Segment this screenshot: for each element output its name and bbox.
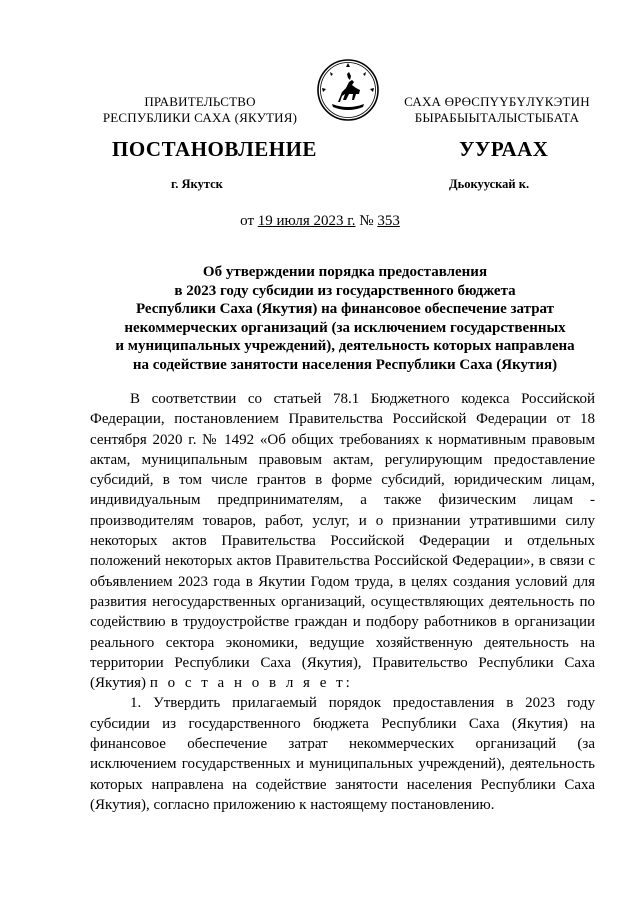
subject-line: Об утверждении порядка предоставления <box>202 264 488 280</box>
document-dateline <box>0 213 640 230</box>
body-paragraph: 1. Утвердить прилагаемый порядок предоставления в 2023 году субсидии из государственного бюджета Республики Саха (Якутия) на финансовое обеспечение затрат некоммерческих организаций (за исключением государственных и муниципальных учреждений), деятельность которых направлена на содействие занятости населения Республики Саха (Якутия), согласно приложению к настоящему постановлению. <box>90 695 595 813</box>
document-body <box>90 389 595 815</box>
subject-line: и муниципальных учреждений), деятельность которых направлена <box>115 338 575 355</box>
subject-line: Республики Саха (Якутия) на финансовое обеспечение затрат <box>135 301 555 318</box>
city-sah: Дьокуускай к. <box>449 177 530 191</box>
government-name-ru-line1: ПРАВИТЕЛЬСТВО <box>144 94 256 109</box>
city-ru: г. Якутск <box>171 177 223 191</box>
doc-type-sah: УУРААХ <box>459 137 549 161</box>
subject-line: некоммерческих организаций (за исключением государственных <box>124 319 566 336</box>
document-number: 353 <box>377 213 400 229</box>
document-date: 19 июля 2023 г. <box>257 213 356 229</box>
document-subject <box>90 263 600 375</box>
header-left <box>95 94 305 126</box>
body-paragraph <box>90 389 595 693</box>
coat-of-arms-sakha-icon <box>316 58 380 122</box>
subject-line: в 2023 году субсидии из государственного бюджета <box>174 282 516 299</box>
government-name-sah-line2: БЫРАБЫЫТАЛЫСТЫБАТА <box>414 110 580 125</box>
resolves-word: п о с т а н о в л я е т: <box>149 675 353 692</box>
preamble-text: В соответствии со статьей 78.1 Бюджетного кодекса Российской Федерации, постановлением Правительства Российской Федерации от 18 сентября 2020 г. № 1492 «Об общих требованиях к нормативным правовым актам, муниципальным правовым актам, регулирующим предоставление субсидий, в том числе грантов в форме субсидий, юридическим лицам, индивидуальным предпринимателям, а также физическим лицам - производителям товаров, работ, услуг, и о признании утратившими силу некоторых актов Правительства Российской Федерации и отдельных положений некоторых актов Правительства Российской Федерации», в связи с объявлением 2023 года в Якутии Годом труда, в целях создания условий для развития негосударственных организаций, осуществляющих деятельность по содействию в трудоустройстве граждан и подбору работников в организации реального сектора экономики, ведущие хозяйственную деятельность на территории Республики Саха (Якутия), Правительство Республики Саха (Якутия) <box>90 391 595 692</box>
number-prefix: № <box>359 213 374 229</box>
government-name-ru-line2: РЕСПУБЛИКИ САХА (ЯКУТИЯ) <box>102 110 298 125</box>
header-right <box>392 94 602 126</box>
doc-type-ru: ПОСТАНОВЛЕНИЕ <box>112 137 317 161</box>
government-name-sah-line1: САХА ӨРӨСПҮҮБҮЛҮКЭТИН <box>404 94 590 109</box>
subject-line: на содействие занятости населения Республики Саха (Якутия) <box>132 356 558 373</box>
date-prefix: от <box>240 213 255 229</box>
